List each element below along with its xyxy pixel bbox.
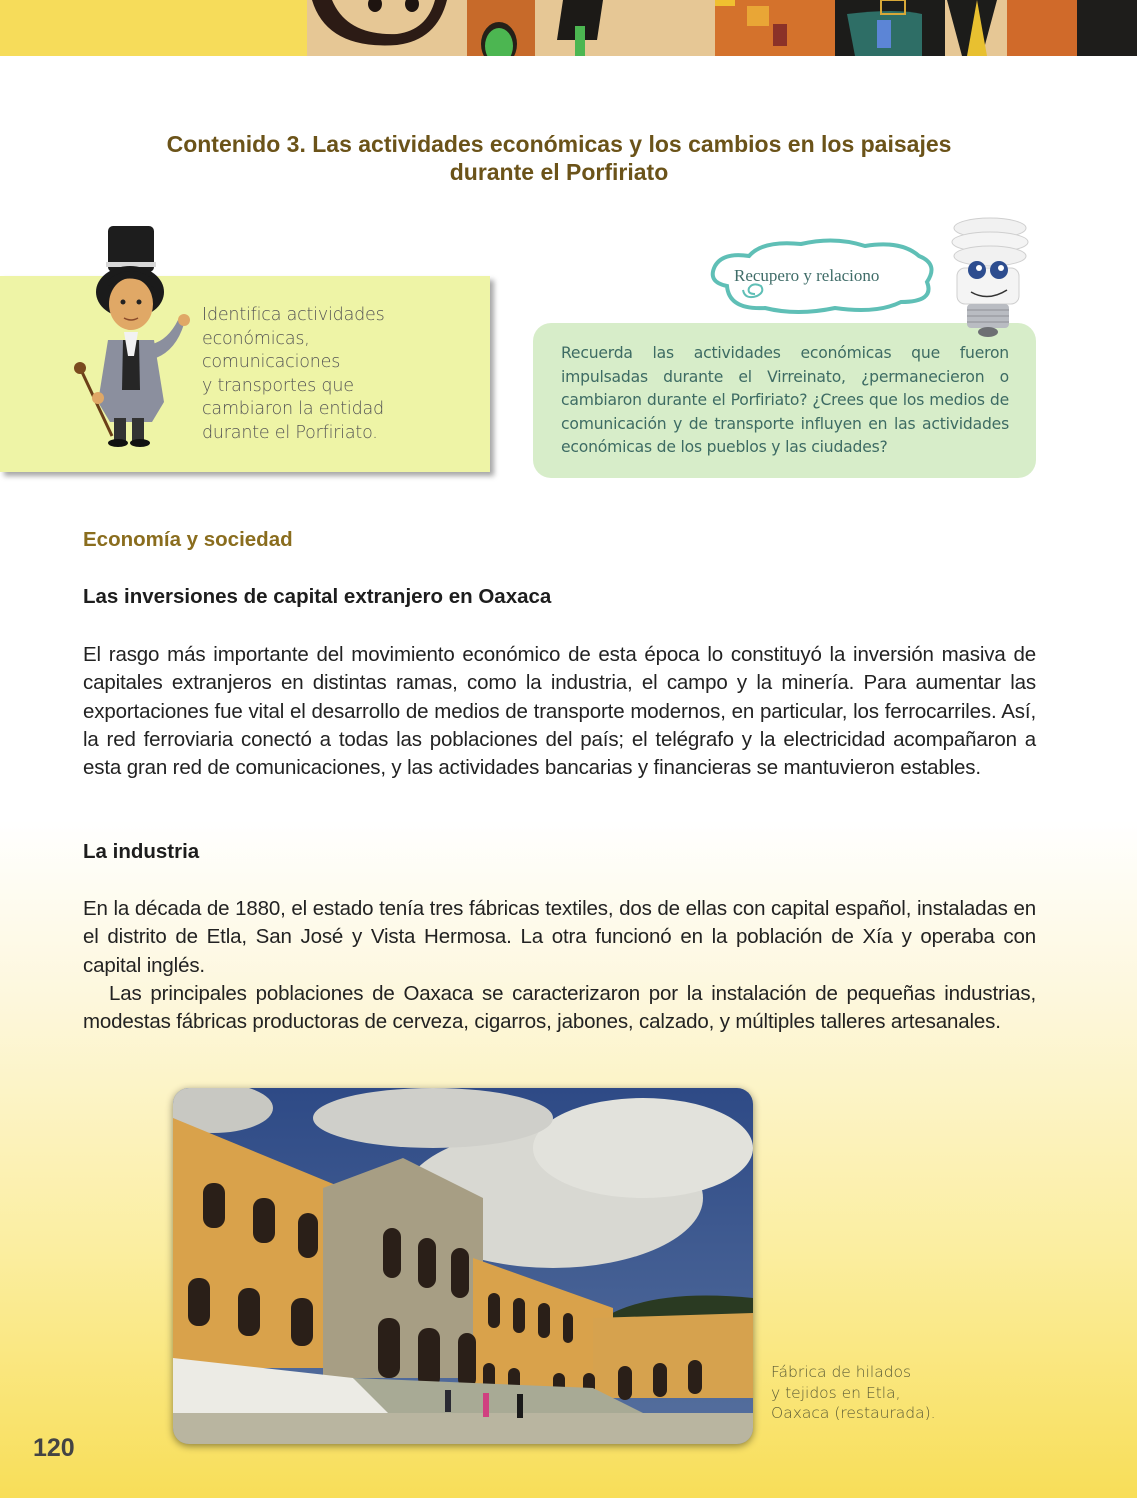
paragraph-foreign-capital	[83, 641, 1036, 782]
recall-activity-box	[533, 323, 1036, 478]
caption-line: Oaxaca (restaurada).	[771, 1404, 936, 1422]
objective-line: durante el Porfiriato.	[202, 422, 378, 443]
subsection-heading-industry: La industria	[83, 840, 200, 863]
objective-line: cambiaron la entidad	[202, 399, 384, 419]
page-title-line-2: durante el Porfiriato	[449, 159, 669, 185]
paragraph: En la década de 1880, el estado tenía tres fábricas textiles, dos de ellas con capital español, instaladas en el distrito de Etla, San José y Vista Hermosa. La otra funcionó en la población de Xía y operaba con capital inglés.	[83, 897, 1036, 977]
section-heading: Economía y sociedad	[83, 528, 293, 551]
objective-text	[202, 304, 452, 445]
objective-line: comunicaciones	[202, 352, 341, 372]
subsection-heading-foreign-capital: Las inversiones de capital extranjero en Oaxaca	[83, 585, 552, 608]
paragraph: Las principales poblaciones de Oaxaca se caracterizaron por la instalación de pequeñas industrias, modestas fábricas productoras de cerveza, cigarros, jabones, calzado, y múltiples talleres artesanales.	[83, 981, 1036, 1034]
factory-building-photo	[173, 1088, 753, 1444]
page-title	[100, 130, 1018, 186]
paragraph-industry	[83, 895, 1036, 1036]
banner-artwork	[307, 0, 1137, 56]
abstract-art-icon	[307, 0, 1137, 56]
recall-section-label: Recupero y relaciono	[734, 266, 880, 285]
objective-line: económicas,	[202, 328, 310, 349]
objective-line: y transportes que	[202, 375, 354, 396]
paragraph: El rasgo más importante del movimiento económico de esta época lo constituyó la inversión masiva de capitales extranjeros en distintas ramas, como la industria, el campo y la minería. Para aumentar las exportaciones fue vital el desarrollo de medios de transporte modernos, en particular, los ferrocarriles. Así, la red ferroviaria conectó a todas las poblaciones del país; el telégrafo y la electricidad acompañaron a esta gran red de comunicaciones, y las actividades bancarias y financieras se mantuvieron estables.	[83, 643, 1036, 780]
factory-photo-icon	[173, 1088, 753, 1444]
caption-line: Fábrica de hilados	[771, 1363, 912, 1381]
recall-question-text: Recuerda las actividades económicas que fueron impulsadas durante el Virreinato, ¿permanecieron o cambiaron durante el Porfiriato? ¿Crees que los medios de comunicación y de transporte influyen en las actividades económicas de los pueblos y las ciudades?	[561, 344, 1009, 456]
caption-line: y tejidos en Etla,	[771, 1383, 901, 1402]
character-top-hat-icon	[68, 222, 198, 447]
banner-solid-block	[0, 0, 307, 56]
page-title-line-1: Contenido 3. Las actividades económicas y los cambios en los paisajes	[166, 131, 952, 157]
lightbulb-character-icon	[935, 208, 1045, 343]
page-number: 120	[33, 1434, 75, 1462]
objective-line: Identifica actividades	[202, 305, 385, 325]
header-banner	[0, 0, 1137, 56]
photo-caption	[771, 1362, 991, 1424]
